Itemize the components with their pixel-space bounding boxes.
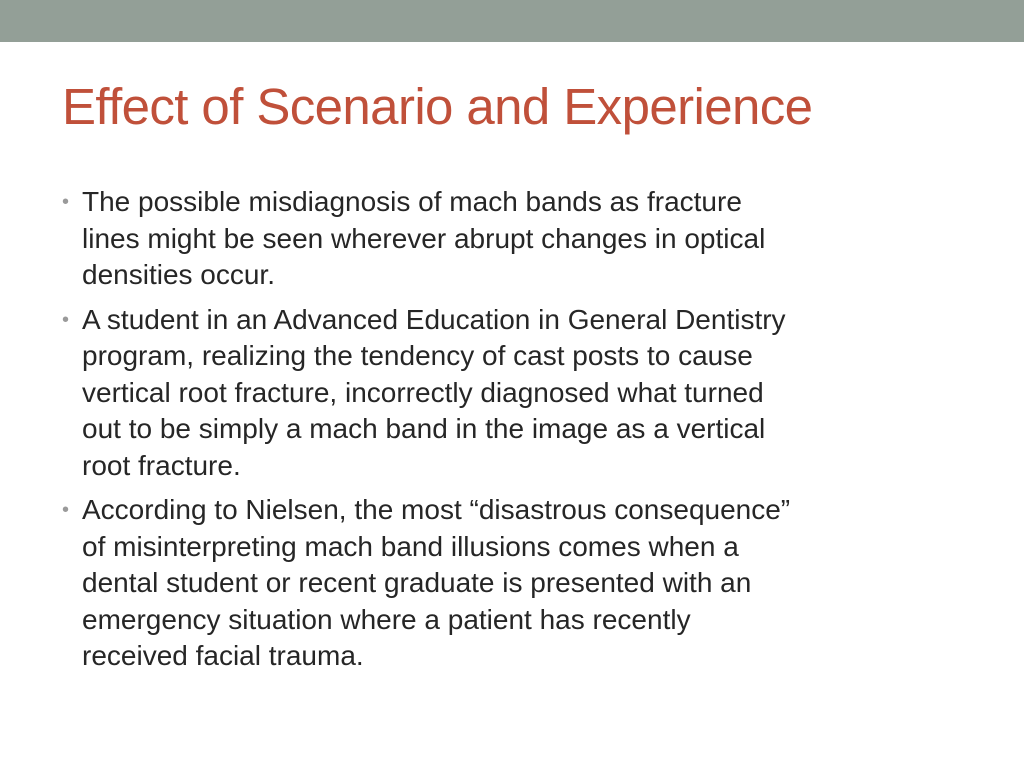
bullet-text xyxy=(82,492,962,675)
bullet-text xyxy=(82,302,962,485)
bullet-line: emergency situation where a patient has recently xyxy=(82,603,691,635)
slide-title: Effect of Scenario and Experience xyxy=(62,78,813,135)
bullet-line: lines might be seen wherever abrupt changes in optical xyxy=(82,222,766,254)
bullet-marker: • xyxy=(62,308,70,331)
bullet-item xyxy=(62,302,962,485)
bullet-line: dental student or recent graduate is presented with an xyxy=(82,567,752,598)
bullet-list xyxy=(62,184,962,683)
bullet-item xyxy=(62,184,962,294)
bullet-line: of misinterpreting mach band illusions comes when a xyxy=(82,530,739,562)
bullet-line: root fracture. xyxy=(82,449,241,481)
top-accent-band xyxy=(0,0,1024,42)
bullet-marker: • xyxy=(62,191,70,213)
bullet-line: vertical root fracture, incorrectly diagnosed what turned xyxy=(82,376,764,408)
bullet-line: A student in an Advanced Education in General Dentistry xyxy=(82,303,786,335)
bullet-line: According to Nielsen, the most “disastrous consequence” xyxy=(82,494,791,525)
bullet-item xyxy=(62,492,962,675)
bullet-line: out to be simply a mach band in the image as a vertical xyxy=(82,413,766,444)
bullet-line: The possible misdiagnosis of mach bands as fracture xyxy=(82,186,742,217)
bullet-line: program, realizing the tendency of cast posts to cause xyxy=(82,340,753,371)
bullet-line: densities occur. xyxy=(82,259,275,290)
bullet-line: received facial trauma. xyxy=(82,640,364,671)
bullet-marker: • xyxy=(62,499,70,521)
bullet-text xyxy=(82,184,962,294)
